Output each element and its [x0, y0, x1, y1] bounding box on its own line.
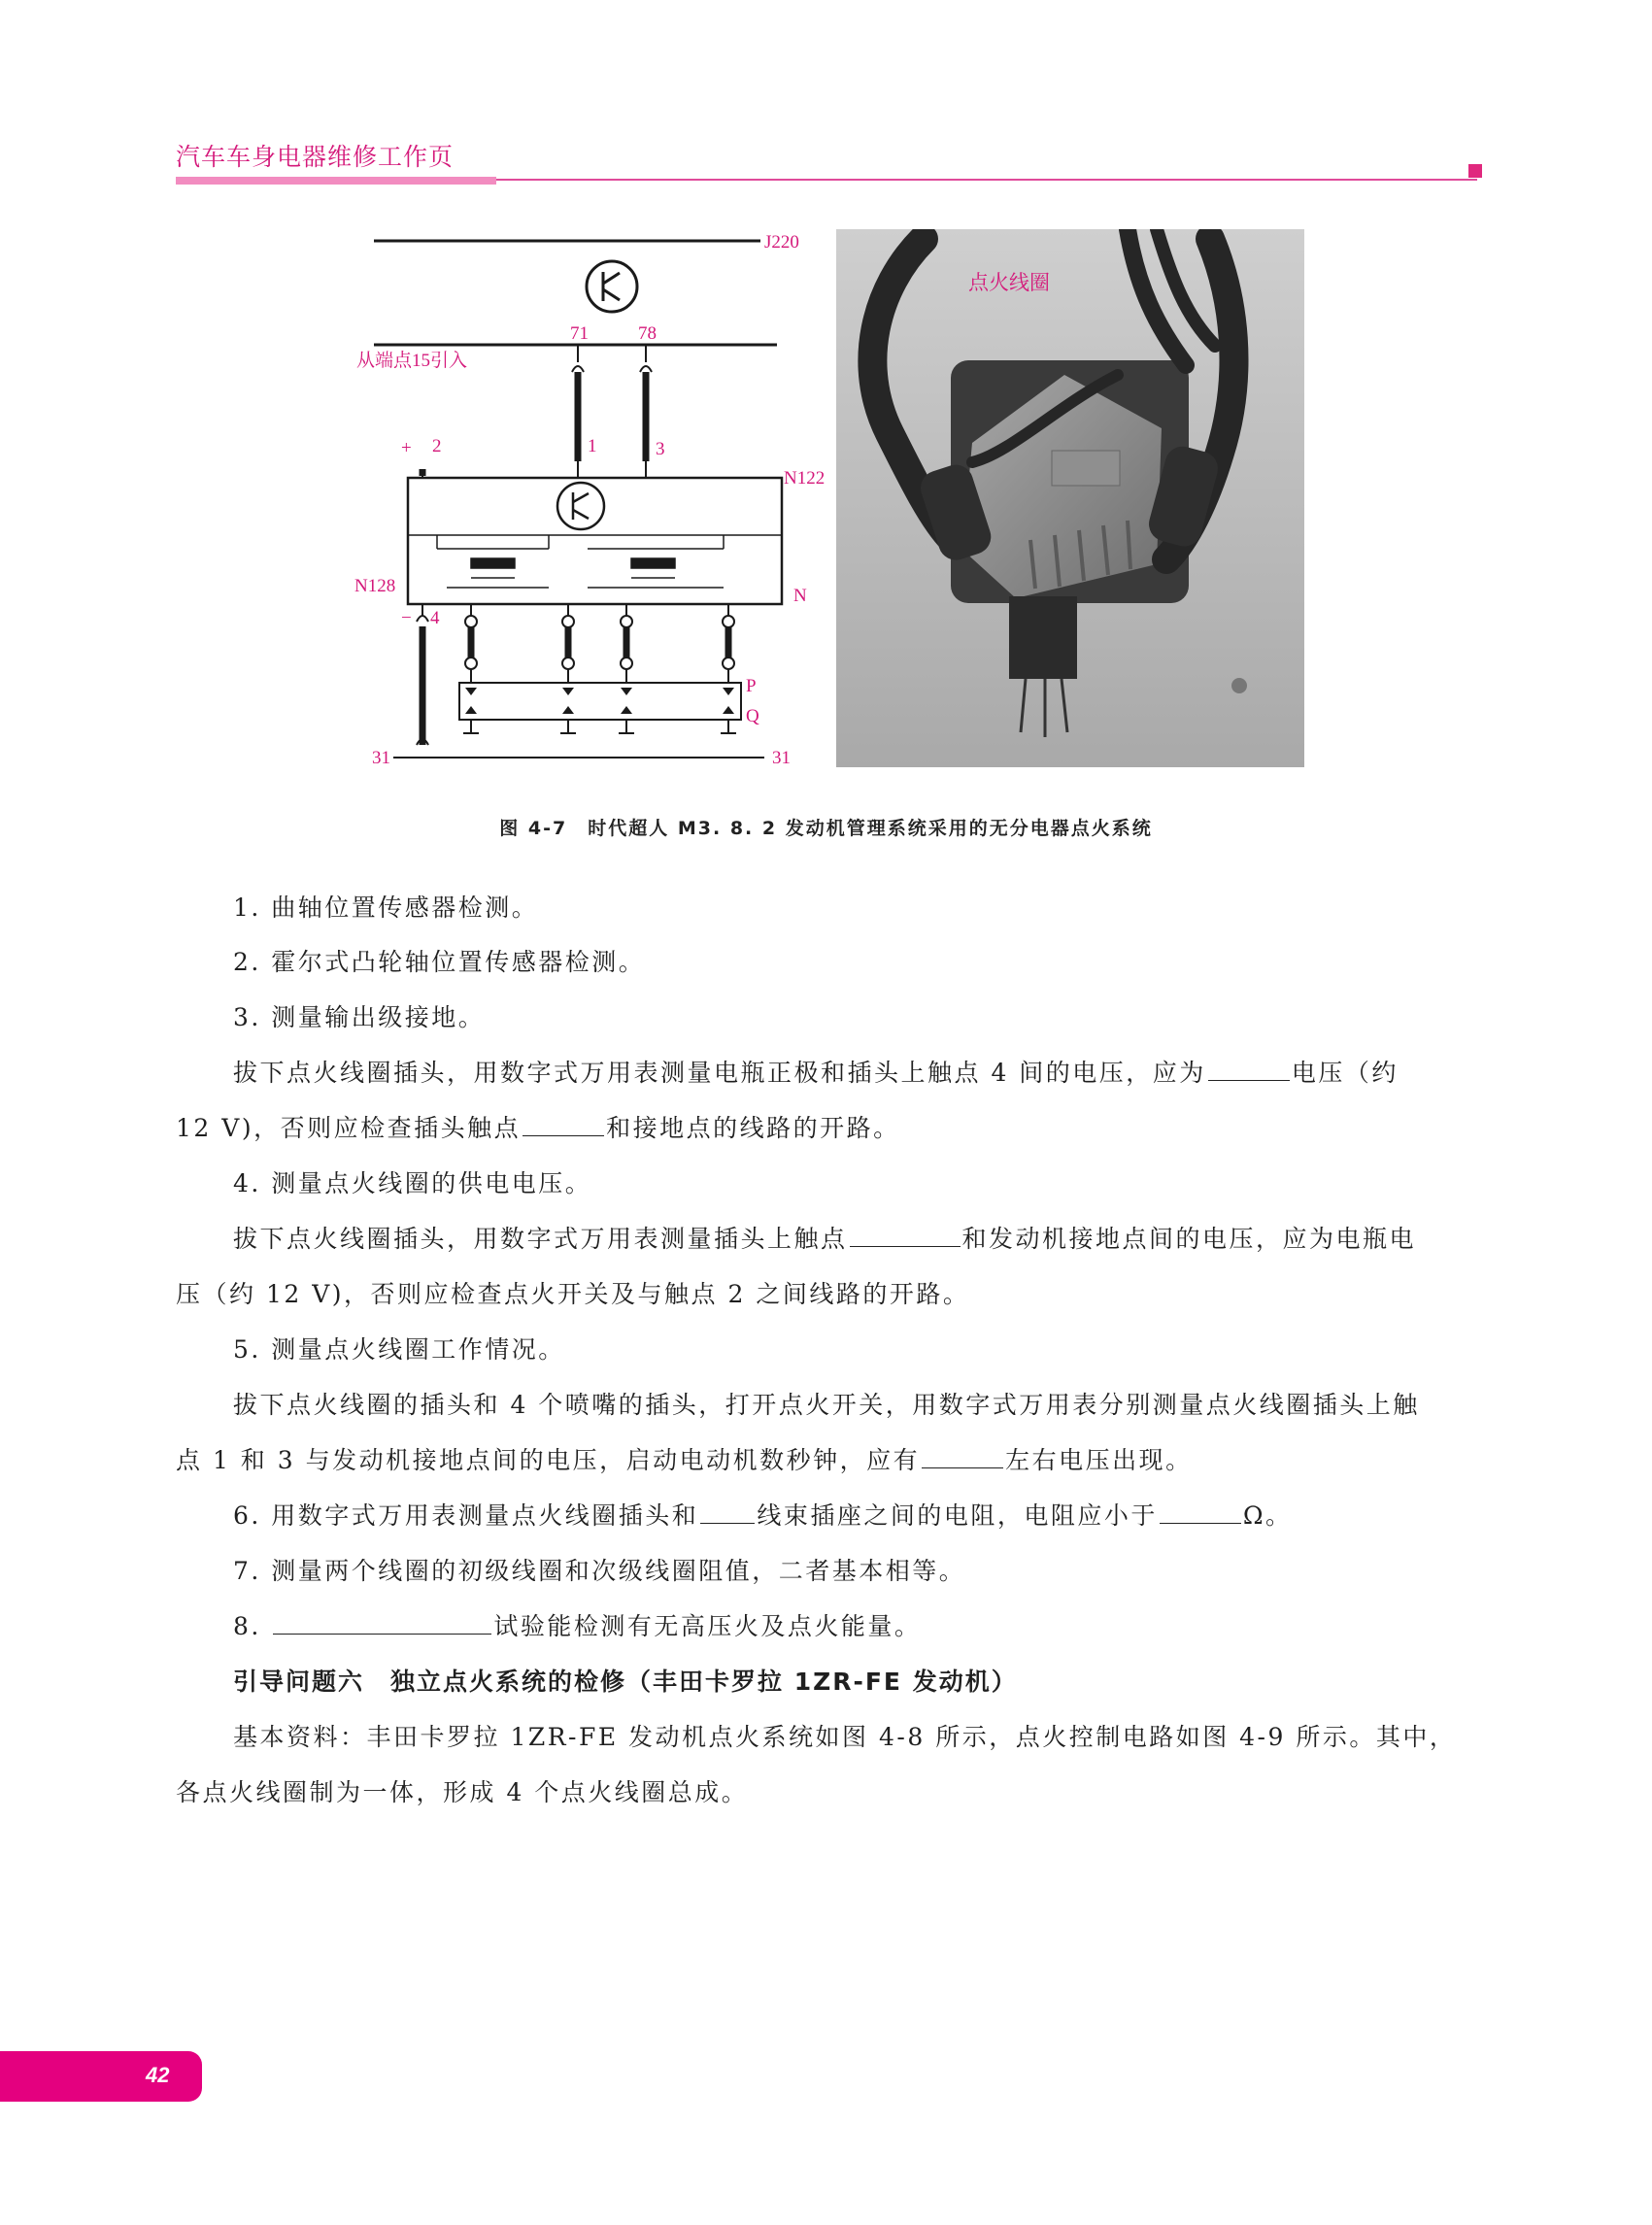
label-pin78: 78 [638, 323, 657, 344]
label-gnd-left: 31 [372, 748, 390, 768]
text-span: 8. [233, 1612, 261, 1640]
paragraph-output-ground-line2 [176, 1109, 900, 1144]
page-number-tab [0, 2051, 202, 2102]
fill-blank-contact[interactable] [523, 1134, 604, 1136]
step-7: 7. 测量两个线圈的初级线圈和次级线圈阻值，二者基本相等。 [233, 1557, 966, 1585]
fill-blank-voltage-value[interactable] [922, 1466, 1003, 1468]
ignition-coil-photo [836, 229, 1304, 767]
label-j220: J220 [764, 232, 799, 253]
paragraph-operation-line2 [176, 1441, 1193, 1476]
label-pin3: 3 [656, 439, 665, 459]
label-pin1: 1 [588, 436, 597, 456]
step-3: 3. 测量输出级接地。 [233, 1003, 486, 1031]
text-span: 和接地点的线路的开路。 [606, 1114, 900, 1142]
running-header: 汽车车身电器维修工作页 [176, 143, 455, 171]
text-span: 线束插座之间的电阻，电阻应小于 [757, 1501, 1158, 1530]
paragraph-operation-line1: 拔下点火线圈的插头和 4 个喷嘴的插头，打开点火开关，用数字式万用表分别测量点火线圈插头上触 [233, 1391, 1420, 1419]
fill-blank-contact-point[interactable] [850, 1245, 961, 1247]
fill-blank-harness[interactable] [700, 1522, 755, 1524]
paragraph-supply-line1 [233, 1220, 1416, 1255]
step-8 [233, 1607, 921, 1642]
step-2: 2. 霍尔式凸轮轴位置传感器检测。 [233, 948, 646, 976]
header-rule-accent [176, 177, 496, 185]
text-span: 拔下点火线圈插头，用数字式万用表测量插头上触点 [233, 1225, 848, 1253]
guide-question-6-heading: 引导问题六 独立点火系统的检修（丰田卡罗拉 1ZR-FE 发动机） [233, 1668, 1018, 1696]
header-square-marker [1468, 164, 1482, 178]
text-span: 12 V)，否则应检查插头触点 [176, 1114, 522, 1142]
label-n: N [793, 586, 807, 606]
step-6 [233, 1497, 1293, 1532]
text-span: 6. 用数字式万用表测量点火线圈插头和 [233, 1501, 699, 1530]
basic-info-line2: 各点火线圈制为一体，形成 4 个点火线圈总成。 [176, 1778, 749, 1806]
label-plus: + [401, 438, 412, 458]
step-5: 5. 测量点火线圈工作情况。 [233, 1335, 565, 1364]
text-span: 试验能检测有无高压火及点火能量。 [493, 1612, 922, 1640]
label-pin2: 2 [432, 436, 442, 456]
label-gnd-right: 31 [772, 748, 791, 768]
text-span: Ω。 [1242, 1501, 1293, 1530]
step-4: 4. 测量点火线圈的供电电压。 [233, 1169, 592, 1197]
paragraph-output-ground-line1 [233, 1054, 1399, 1089]
label-n122: N122 [784, 468, 826, 489]
figure-caption: 图 4-7 时代超人 M3. 8. 2 发动机管理系统采用的无分电器点火系统 [499, 818, 1153, 839]
text-span: 拔下点火线圈插头，用数字式万用表测量电瓶正极和插头上触点 4 间的电压，应为 [233, 1059, 1206, 1087]
text-span: 点 1 和 3 与发动机接地点间的电压，启动电动机数秒钟，应有 [176, 1446, 921, 1474]
paragraph-supply-line2: 压（约 12 V)，否则应检查点火开关及与触点 2 之间线路的开路。 [176, 1280, 970, 1308]
label-minus: − [401, 608, 412, 628]
fill-blank-voltage[interactable] [1208, 1079, 1290, 1081]
page-number: 42 [146, 2063, 170, 2087]
basic-info-line1: 基本资料：丰田卡罗拉 1ZR-FE 发动机点火系统如图 4-8 所示，点火控制电路如图 4-9 所示。其中， [233, 1723, 1457, 1751]
text-span: 左右电压出现。 [1005, 1446, 1193, 1474]
label-q: Q [746, 706, 759, 726]
label-from-terminal15: 从端点15引入 [356, 351, 468, 371]
label-pin71: 71 [570, 323, 589, 344]
text-span: 和发动机接地点间的电压，应为电瓶电 [961, 1225, 1417, 1253]
label-n128: N128 [354, 576, 396, 596]
text-span: 电压（约 [1291, 1059, 1399, 1087]
step-1: 1. 曲轴位置传感器检测。 [233, 893, 539, 922]
fill-blank-resistance[interactable] [1160, 1522, 1241, 1524]
label-pin4: 4 [430, 608, 440, 628]
photo-label-ignition-coil: 点火线圈 [968, 271, 1050, 294]
label-p: P [746, 676, 757, 696]
fill-blank-test-name[interactable] [273, 1633, 491, 1635]
